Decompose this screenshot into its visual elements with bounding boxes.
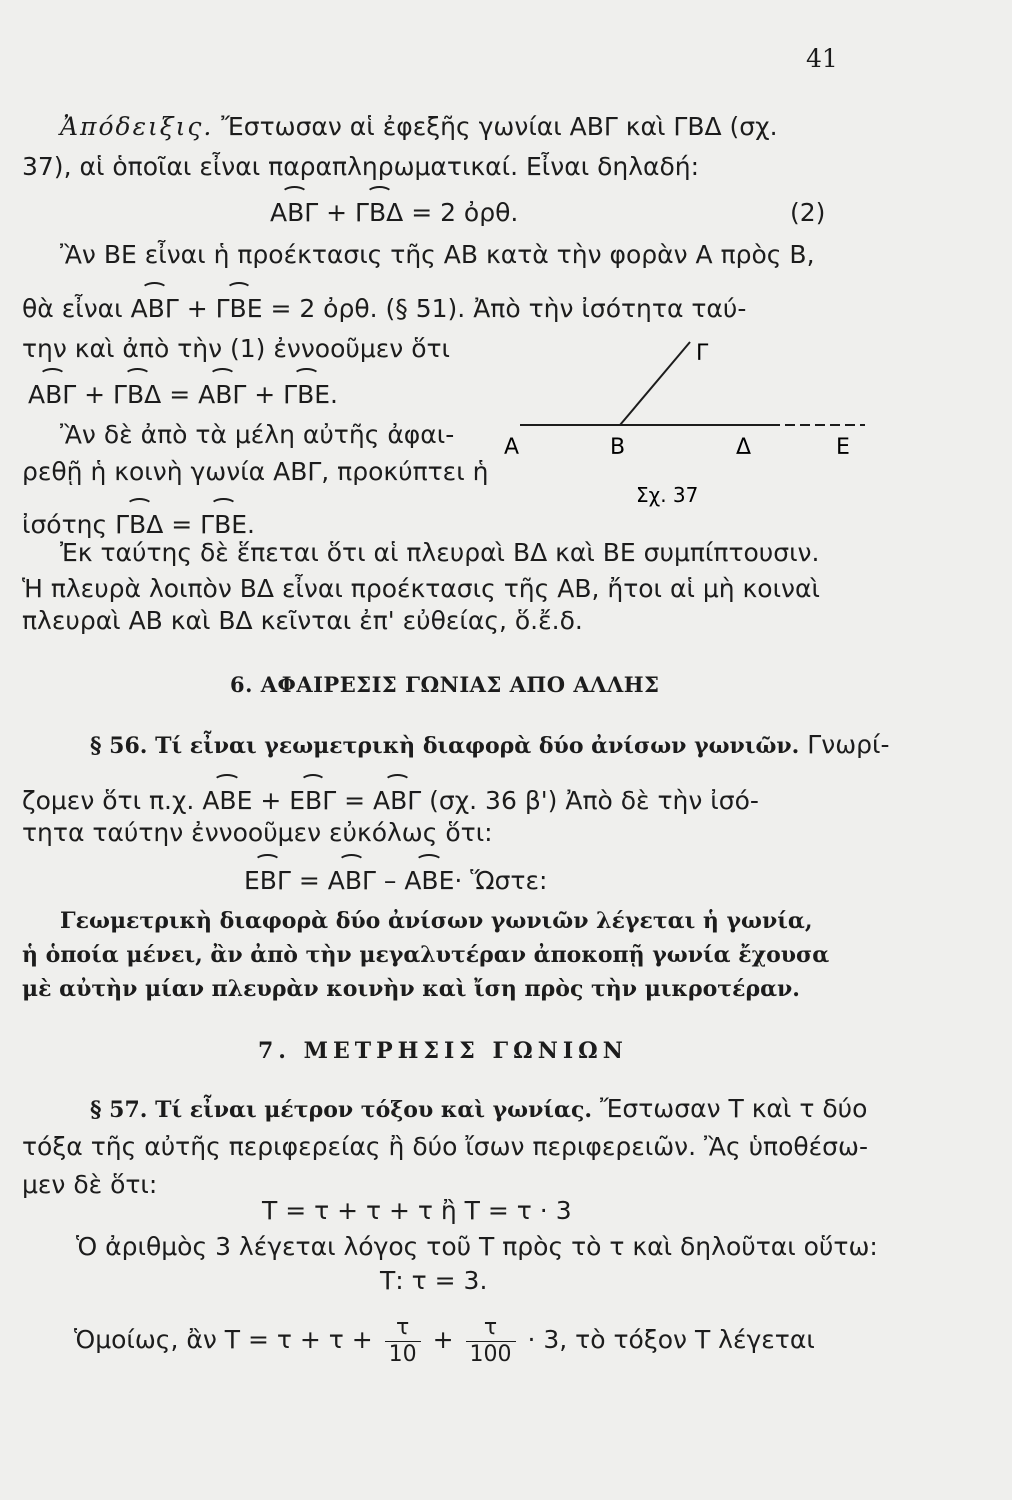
s6-definition-2: ἡ ὁποία μένει, ἂν ἀπὸ τὴν μεγαλυτέραν ἀποκοπῇ γωνία ἔχουσα [22,942,830,968]
s7-equation-1: Τ = τ + τ + τ ἢ Τ = τ · 3 [262,1196,572,1225]
equation-3 [28,380,338,410]
fraction-2-numerator: τ [466,1315,516,1342]
equation-2 [270,198,518,228]
section-6-title: 6. ΑΦΑΙΡΕΣΙΣ ΓΩΝΙΑΣ ΑΠΟ ΑΛΛΗΣ [230,672,660,697]
s6-angle-ebg: ΕΒΓ [289,786,337,815]
proof-text-1: Ἔστωσαν αἱ ἐφεξῆς γωνίαι ΑΒΓ καὶ ΓΒΔ (σχ. [221,112,778,141]
s6-eq-angle-3: ΑΒΕ [404,866,455,895]
s7-para-head: § 57. Τί εἶναι μέτρον τόξου καὶ γωνίας. [90,1097,592,1123]
s6-line-1 [90,730,889,761]
l4-post: = 2 ὀρθ. (§ 51). Ἀπὸ τὴν ἰσότητα ταύ- [270,294,747,323]
eq3-end: . [330,380,338,409]
angle-gbd: ΓΒΔ [355,198,404,227]
s6-l2-pre: ζομεν ὅτι π.χ. [22,786,195,815]
s7-equation-2: Τ: τ = 3. [380,1266,488,1295]
proof-line-8 [22,510,255,540]
l8-angle-2: ΓΒΕ [200,510,248,539]
s6-eq-angle-2: ΑΒΓ [327,866,376,895]
proof-line-1 [60,112,778,142]
s6-l2-plus: + [260,786,282,815]
fraction-1-denominator: 10 [388,1341,417,1367]
label-b: Β [610,435,626,460]
l8-angle-1: ΓΒΔ [115,510,164,539]
eq3-plus-2: + [254,380,276,409]
proof-label: Ἀπόδειξις. [60,112,214,141]
page-number: 41 [806,44,838,73]
eq3-equals: = [169,380,191,409]
equation-2-tag: (2) [790,198,826,227]
eq2-rest: = 2 ὀρθ. [411,198,519,227]
fraction-2-denominator: 100 [469,1341,512,1367]
s6-eq-minus: – [383,866,397,895]
s6-equation [244,866,547,896]
s7-l5-pre: Ὁμοίως, ἂν Τ = τ + τ + [74,1325,373,1354]
figure-caption: Σχ. 37 [636,483,699,507]
l4-angle-2: ΓΒΕ [215,294,263,323]
s6-angle-abe: ΑΒΕ [202,786,253,815]
eq3-angle-3: ΑΒΓ [198,380,247,409]
proof-line-6: Ἂν δὲ ἀπὸ τὰ μέλη αὐτῆς ἀφαι- [60,420,455,449]
proof-line-3: Ἂν ΒΕ εἶναι ἡ προέκτασις τῆς ΑΒ κατὰ τὴν φορὰν Α πρὸς Β, [60,240,815,269]
s7-l5-plus: + [432,1325,454,1354]
proof-line-7: ρεθῇ ἡ κοινὴ γωνία ΑΒΓ, προκύπτει ἡ [22,457,489,486]
proof-line-2: 37), αἱ ὁποῖαι εἶναι παραπληρωματικαί. Εἶναι δηλαδή: [22,152,700,181]
s6-eq-tail: · Ὥστε: [454,866,548,895]
proof-line-4 [22,294,746,324]
s7-l5-post: · 3, τὸ τόξον Τ λέγεται [527,1325,815,1354]
label-d: Δ [736,435,752,460]
label-e: Ε [836,435,850,460]
eq3-angle-4: ΓΒΕ [283,380,331,409]
label-g: Γ [696,341,709,366]
s7-line-3: μεν δὲ ὅτι: [22,1170,158,1199]
eq3-angle-2: ΓΒΔ [113,380,162,409]
s6-eq-angle-1: ΕΒΓ [244,866,291,895]
l8-end: . [247,510,255,539]
eq3-plus-1: + [84,380,106,409]
s7-line-1 [90,1094,867,1125]
eq2-plus: + [326,198,348,227]
fraction-tau-over-100 [466,1315,516,1368]
s6-line-1-tail: Γνωρί- [807,730,890,759]
s7-line-5 [74,1312,815,1368]
fraction-1-numerator: τ [385,1315,421,1342]
l4-angle-1: ΑΒΓ [130,294,179,323]
s7-line-1-tail: Ἔστωσαν Τ καὶ τ δύο [599,1094,868,1123]
s6-para-head: § 56. Τί εἶναι γεωμετρικὴ διαφορὰ δύο ἀνίσων γωνιῶν. [90,733,800,759]
label-a: Α [504,435,520,460]
angle-abg: ΑΒΓ [270,198,319,227]
s6-definition-3: μὲ αὐτὴν μίαν πλευρὰν κοινὴν καὶ ἴση πρὸς τὴν μικροτέραν. [22,976,800,1002]
l8-pre: ἰσότης [22,510,108,539]
proof-line-5: την καὶ ἀπὸ τὴν (1) ἐννοοῦμεν ὅτι [22,334,451,363]
figure-37 [490,330,870,510]
s6-eq-equals: = [298,866,320,895]
l8-equals: = [171,510,193,539]
s6-definition-1: Γεωμετρικὴ διαφορὰ δύο ἀνίσων γωνιῶν λέγεται ἡ γωνία, [60,908,813,934]
l4-pre: θὰ εἶναι [22,294,123,323]
s6-l2-post: (σχ. 36 β') Ἀπὸ δὲ τὴν ἰσό- [429,786,759,815]
s7-line-4: Ὁ ἀριθμὸς 3 λέγεται λόγος τοῦ Τ πρὸς τὸ τ καὶ δηλοῦται οὕτω: [76,1232,878,1261]
s7-line-2: τόξα τῆς αὐτῆς περιφερείας ἢ δύο ἴσων περιφερειῶν. Ἂς ὑποθέσω- [22,1132,868,1161]
s6-l2-equals: = [344,786,366,815]
fraction-tau-over-10 [385,1315,421,1368]
s6-line-2 [22,786,759,816]
s6-line-3: τητα ταύτην ἐννοοῦμεν εὐκόλως ὅτι: [22,818,493,847]
l4-plus: + [186,294,208,323]
proof-line-11: πλευραὶ ΑΒ καὶ ΒΔ κεῖνται ἐπ' εὐθείας, ὅ.ἔ.δ. [22,606,583,635]
proof-line-10: Ἡ πλευρὰ λοιπὸν ΒΔ εἶναι προέκτασις τῆς ΑΒ, ἤτοι αἱ μὴ κοιναὶ [22,574,820,603]
section-7-title: 7. ΜΕΤΡΗΣΙΣ ΓΩΝΙΩΝ [258,1038,628,1064]
eq3-angle-1: ΑΒΓ [28,380,77,409]
s6-angle-abg: ΑΒΓ [372,786,422,815]
ray-bg [620,342,690,425]
proof-line-9: Ἐκ ταύτης δὲ ἕπεται ὅτι αἱ πλευραὶ ΒΔ καὶ ΒΕ συμπίπτουσιν. [60,538,820,567]
